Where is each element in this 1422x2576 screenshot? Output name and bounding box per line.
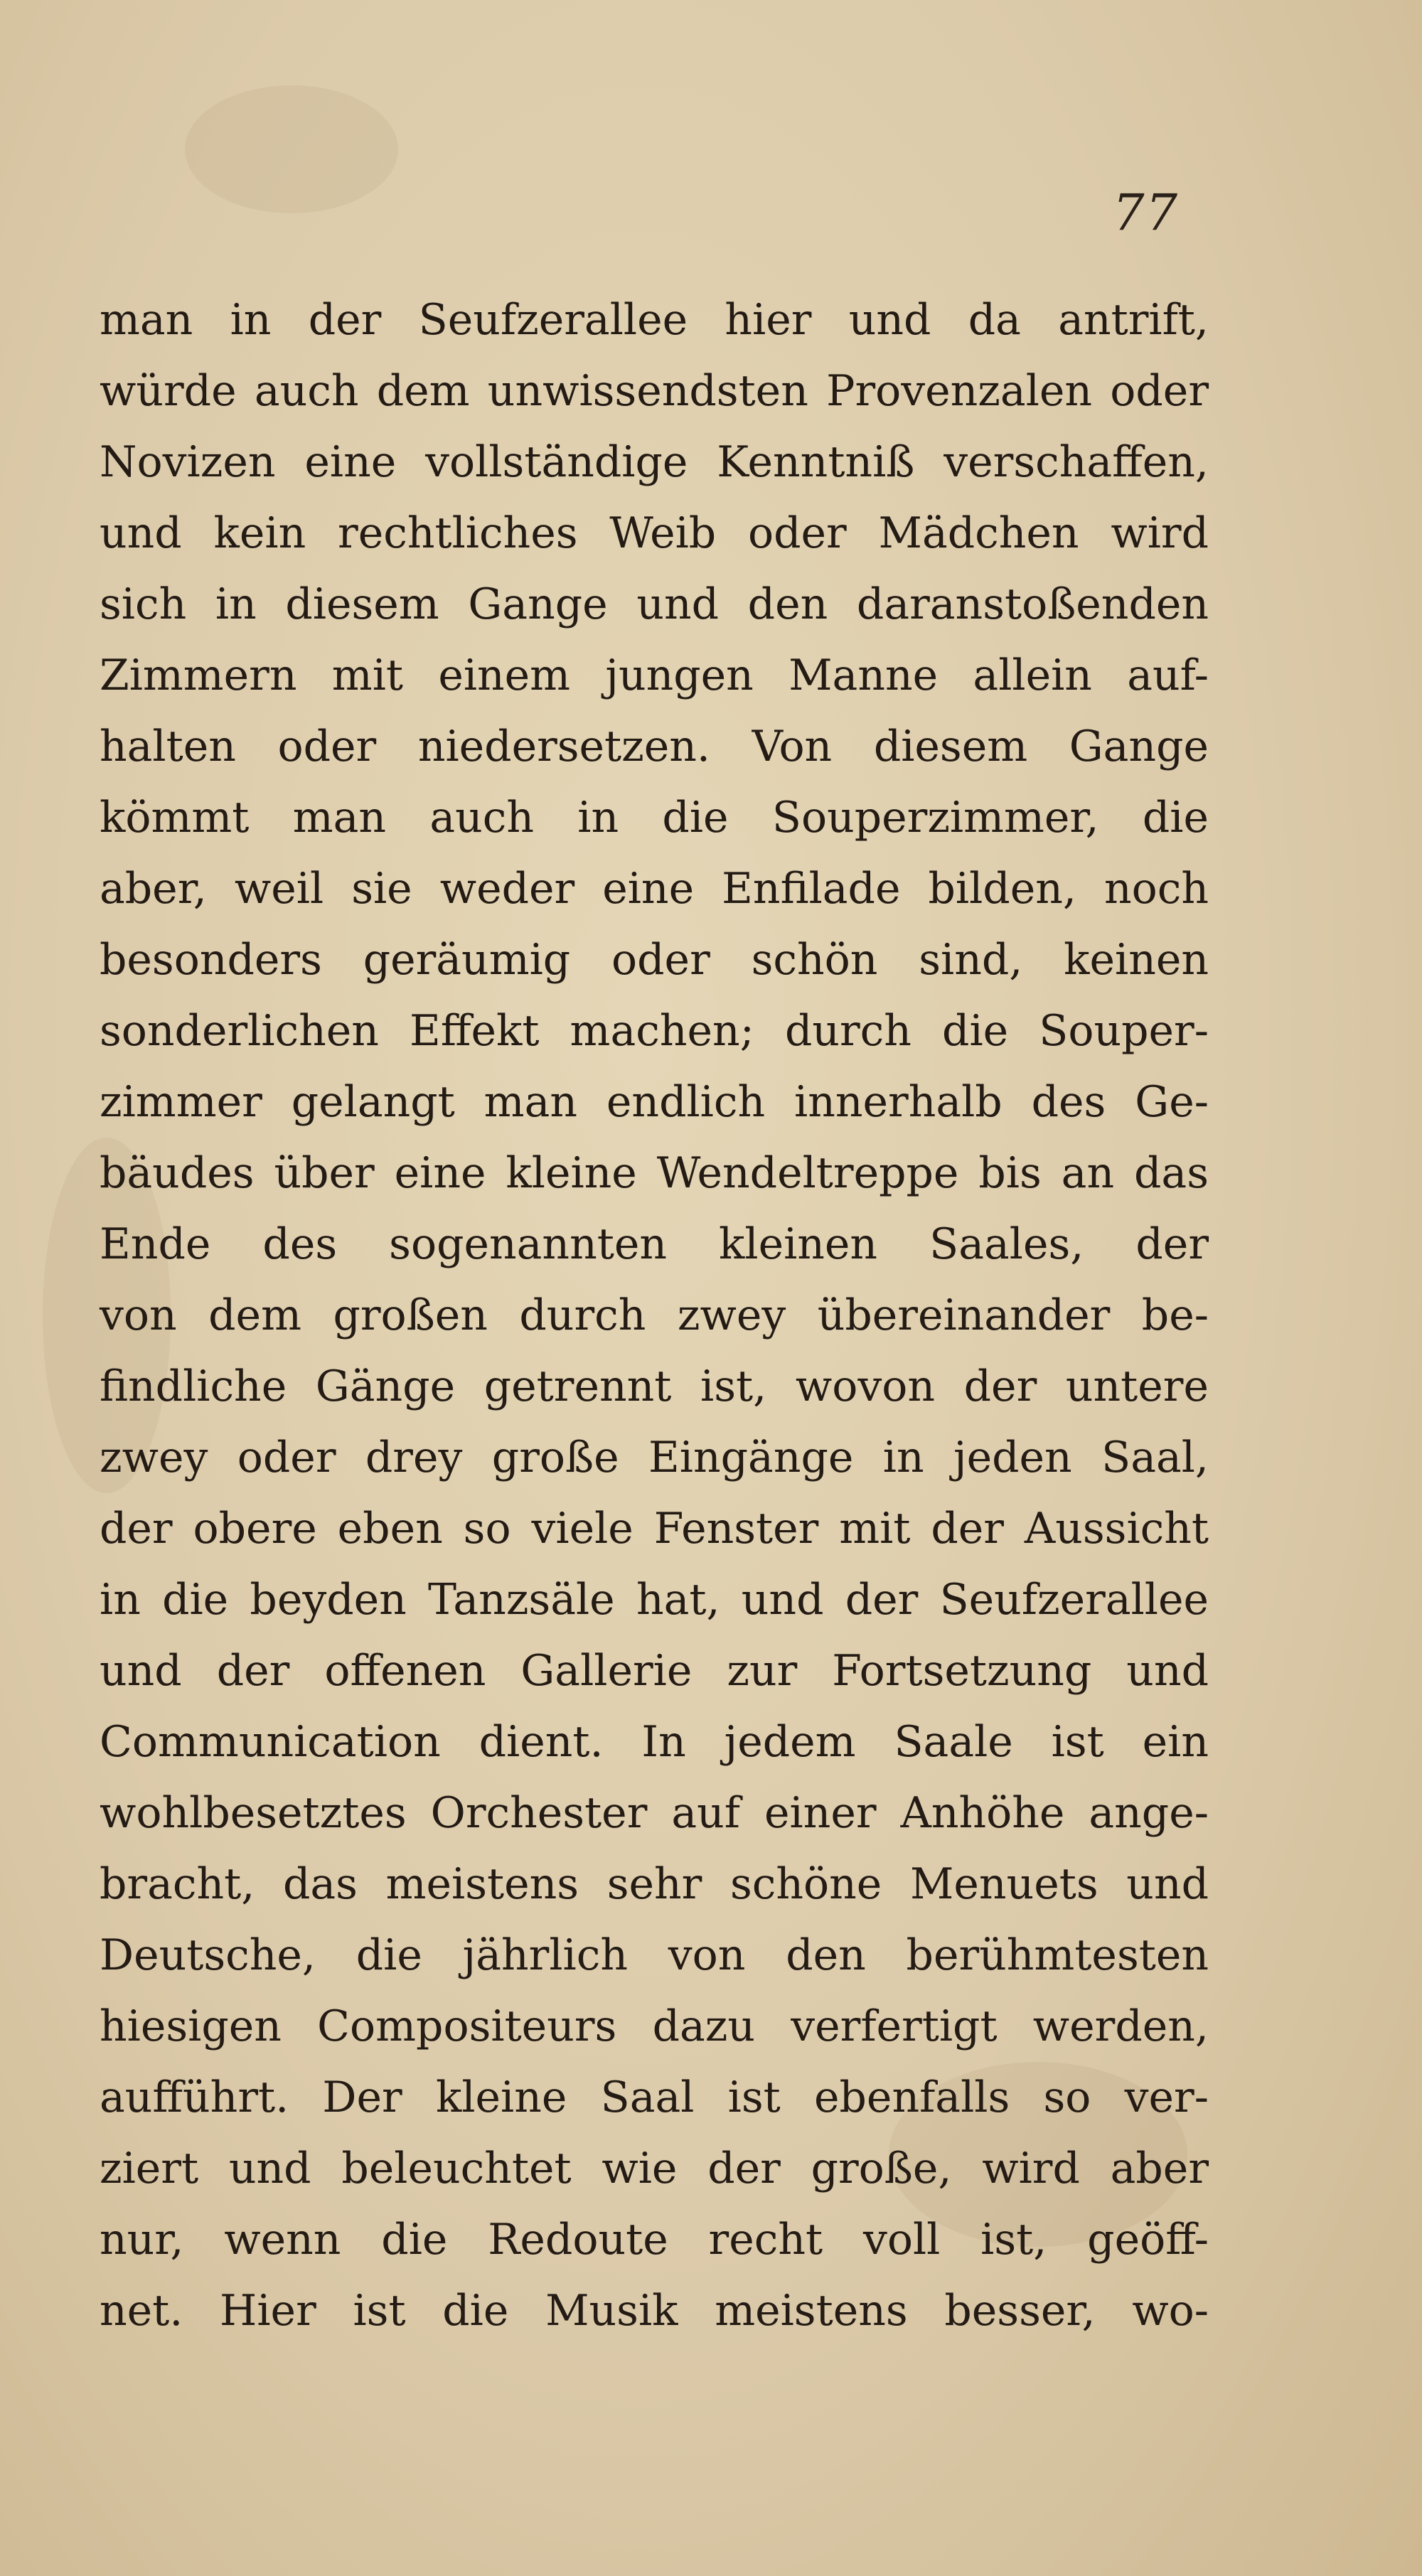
text-line: Zimmern mit einem jungen Manne allein auf- — [100, 651, 1209, 700]
body-text — [100, 284, 1209, 2346]
text-line: besonders geräumig oder schön sind, keinen — [100, 935, 1209, 985]
text-line: sich in diesem Gange und den daranstoßenden — [100, 579, 1209, 629]
text-line: sonderlichen Effekt machen; durch die Souper- — [100, 1006, 1209, 1056]
text-line: aber, weil sie weder eine Enfilade bilden, noch — [100, 864, 1209, 914]
text-line: findliche Gänge getrennt ist, wovon der untere — [100, 1362, 1209, 1411]
text-line: bäudes über eine kleine Wendeltreppe bis an das — [100, 1148, 1209, 1198]
text-line: würde auch dem unwissendsten Provenzalen oder — [100, 366, 1209, 416]
text-line: der obere eben so viele Fenster mit der Aussicht — [100, 1504, 1209, 1554]
text-line: Communication dient. In jedem Saale ist ein — [100, 1717, 1209, 1767]
text-line: aufführt. Der kleine Saal ist ebenfalls so ver- — [100, 2073, 1209, 2122]
text-line: hiesigen Compositeurs dazu verfertigt werden, — [100, 2002, 1209, 2051]
text-line: Deutsche, die jährlich von den berühmtesten — [100, 1930, 1209, 1980]
text-line: zwey oder drey große Eingänge in jeden Saal, — [100, 1433, 1209, 1482]
page-number: 77 — [1113, 183, 1180, 242]
text-line: bracht, das meistens sehr schöne Menuets und — [100, 1859, 1209, 1909]
text-line: net. Hier ist die Musik meistens besser, wo- — [100, 2286, 1209, 2336]
text-line: und kein rechtliches Weib oder Mädchen wird — [100, 508, 1209, 558]
text-line: in die beyden Tanzsäle hat, und der Seufzerallee — [100, 1575, 1209, 1625]
text-line: halten oder niedersetzen. Von diesem Gange — [100, 722, 1209, 771]
text-line: kömmt man auch in die Souperzimmer, die — [100, 793, 1209, 843]
text-line: von dem großen durch zwey übereinander be- — [100, 1290, 1209, 1340]
text-line: Ende des sogenannten kleinen Saales, der — [100, 1219, 1209, 1269]
text-line: Novizen eine vollständige Kenntniß verschaffen, — [100, 437, 1209, 487]
text-line: wohlbesetztes Orchester auf einer Anhöhe ange- — [100, 1788, 1209, 1838]
text-line: ziert und beleuchtet wie der große, wird aber — [100, 2144, 1209, 2193]
text-line: zimmer gelangt man endlich innerhalb des Ge- — [100, 1077, 1209, 1127]
text-line: man in der Seufzerallee hier und da antrift, — [100, 295, 1209, 345]
text-line: und der offenen Gallerie zur Fortsetzung und — [100, 1646, 1209, 1696]
paper-stain — [185, 85, 398, 213]
text-line: nur, wenn die Redoute recht voll ist, geöff- — [100, 2215, 1209, 2265]
